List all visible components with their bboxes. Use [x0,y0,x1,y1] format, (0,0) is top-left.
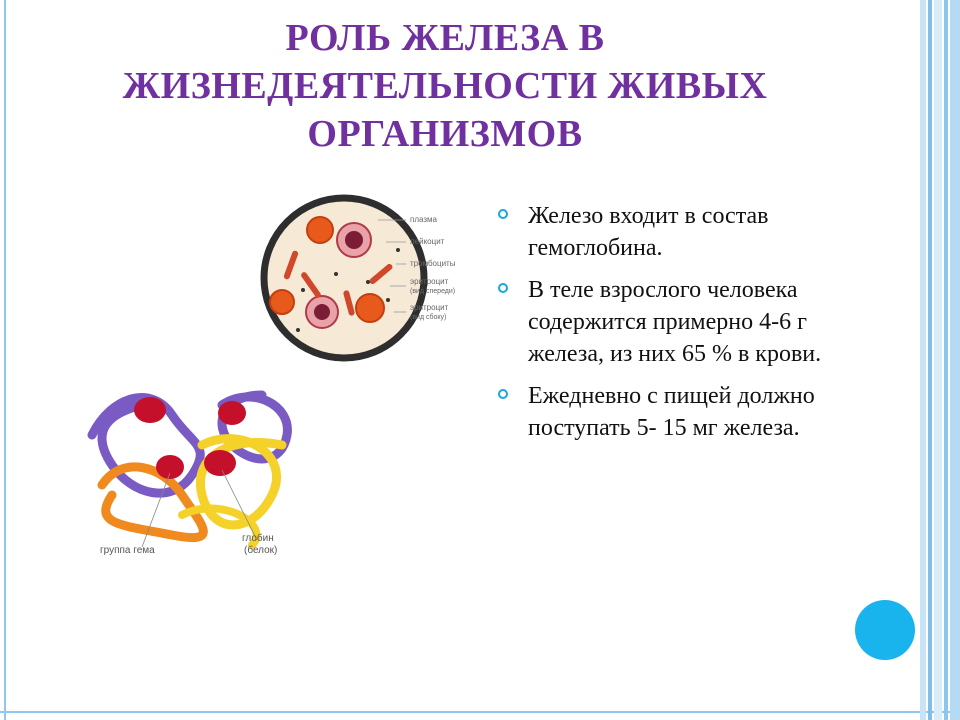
label-erythrocyte-front: эритроцит [410,277,449,286]
heme-group [134,397,166,423]
erythrocyte-cell [270,290,294,314]
bullet-text: Железо входит в состав гемоглобина. [528,203,769,261]
bullet-circle-icon [498,389,508,399]
label-front-view: (вид спереди) [410,288,456,295]
leukocyte-nucleus [345,231,363,249]
erythrocyte-cell [356,294,384,322]
slide-side-stripes [920,0,960,720]
decorative-blue-dot [855,600,915,660]
platelet [366,280,370,284]
heme-group [204,450,236,476]
label-protein: (белок) [244,545,278,556]
leukocyte-nucleus [314,304,330,320]
bullet-item [498,380,878,444]
slide-frame-left [4,0,6,720]
label-heme-group: группа гема [100,545,155,556]
platelet [396,248,400,252]
platelet [296,328,300,332]
erythrocyte-cell [307,217,333,243]
label-side-view: (вид сбоку) [410,314,447,321]
bullet-circle-icon [498,283,508,293]
bullet-circle-icon [498,209,508,219]
title-line-1: РОЛЬ ЖЕЛЕЗА В [285,17,605,59]
heme-group [218,401,246,425]
label-globin: глобин [242,533,274,544]
label-erythrocyte-side: эритроцит [410,303,449,312]
blood-cells-image [258,190,468,370]
heme-group [156,455,184,479]
bullet-text: В теле взрослого человека содержится примерно 4-6 г железа, из них 65 % в крови. [528,277,822,367]
bullet-item [498,200,878,264]
slide-title [60,14,830,158]
bullet-text: Ежедневно с пищей должно поступать 5- 15 мг железа. [528,383,815,441]
label-platelets: тромбоциты [410,259,456,268]
platelet [386,298,390,302]
label-leukocyte: лейкоцит [410,237,445,246]
slide-frame-bottom [0,711,960,713]
title-line-2: ЖИЗНЕДЕЯТЕЛЬНОСТИ ЖИВЫХ [122,65,768,107]
platelet [334,272,338,276]
bullet-item [498,274,878,370]
title-line-3: ОРГАНИЗМОВ [307,113,583,155]
hemoglobin-image [72,375,337,565]
bullet-list [498,200,878,454]
label-plasma: плазма [410,215,437,224]
platelet [301,288,305,292]
